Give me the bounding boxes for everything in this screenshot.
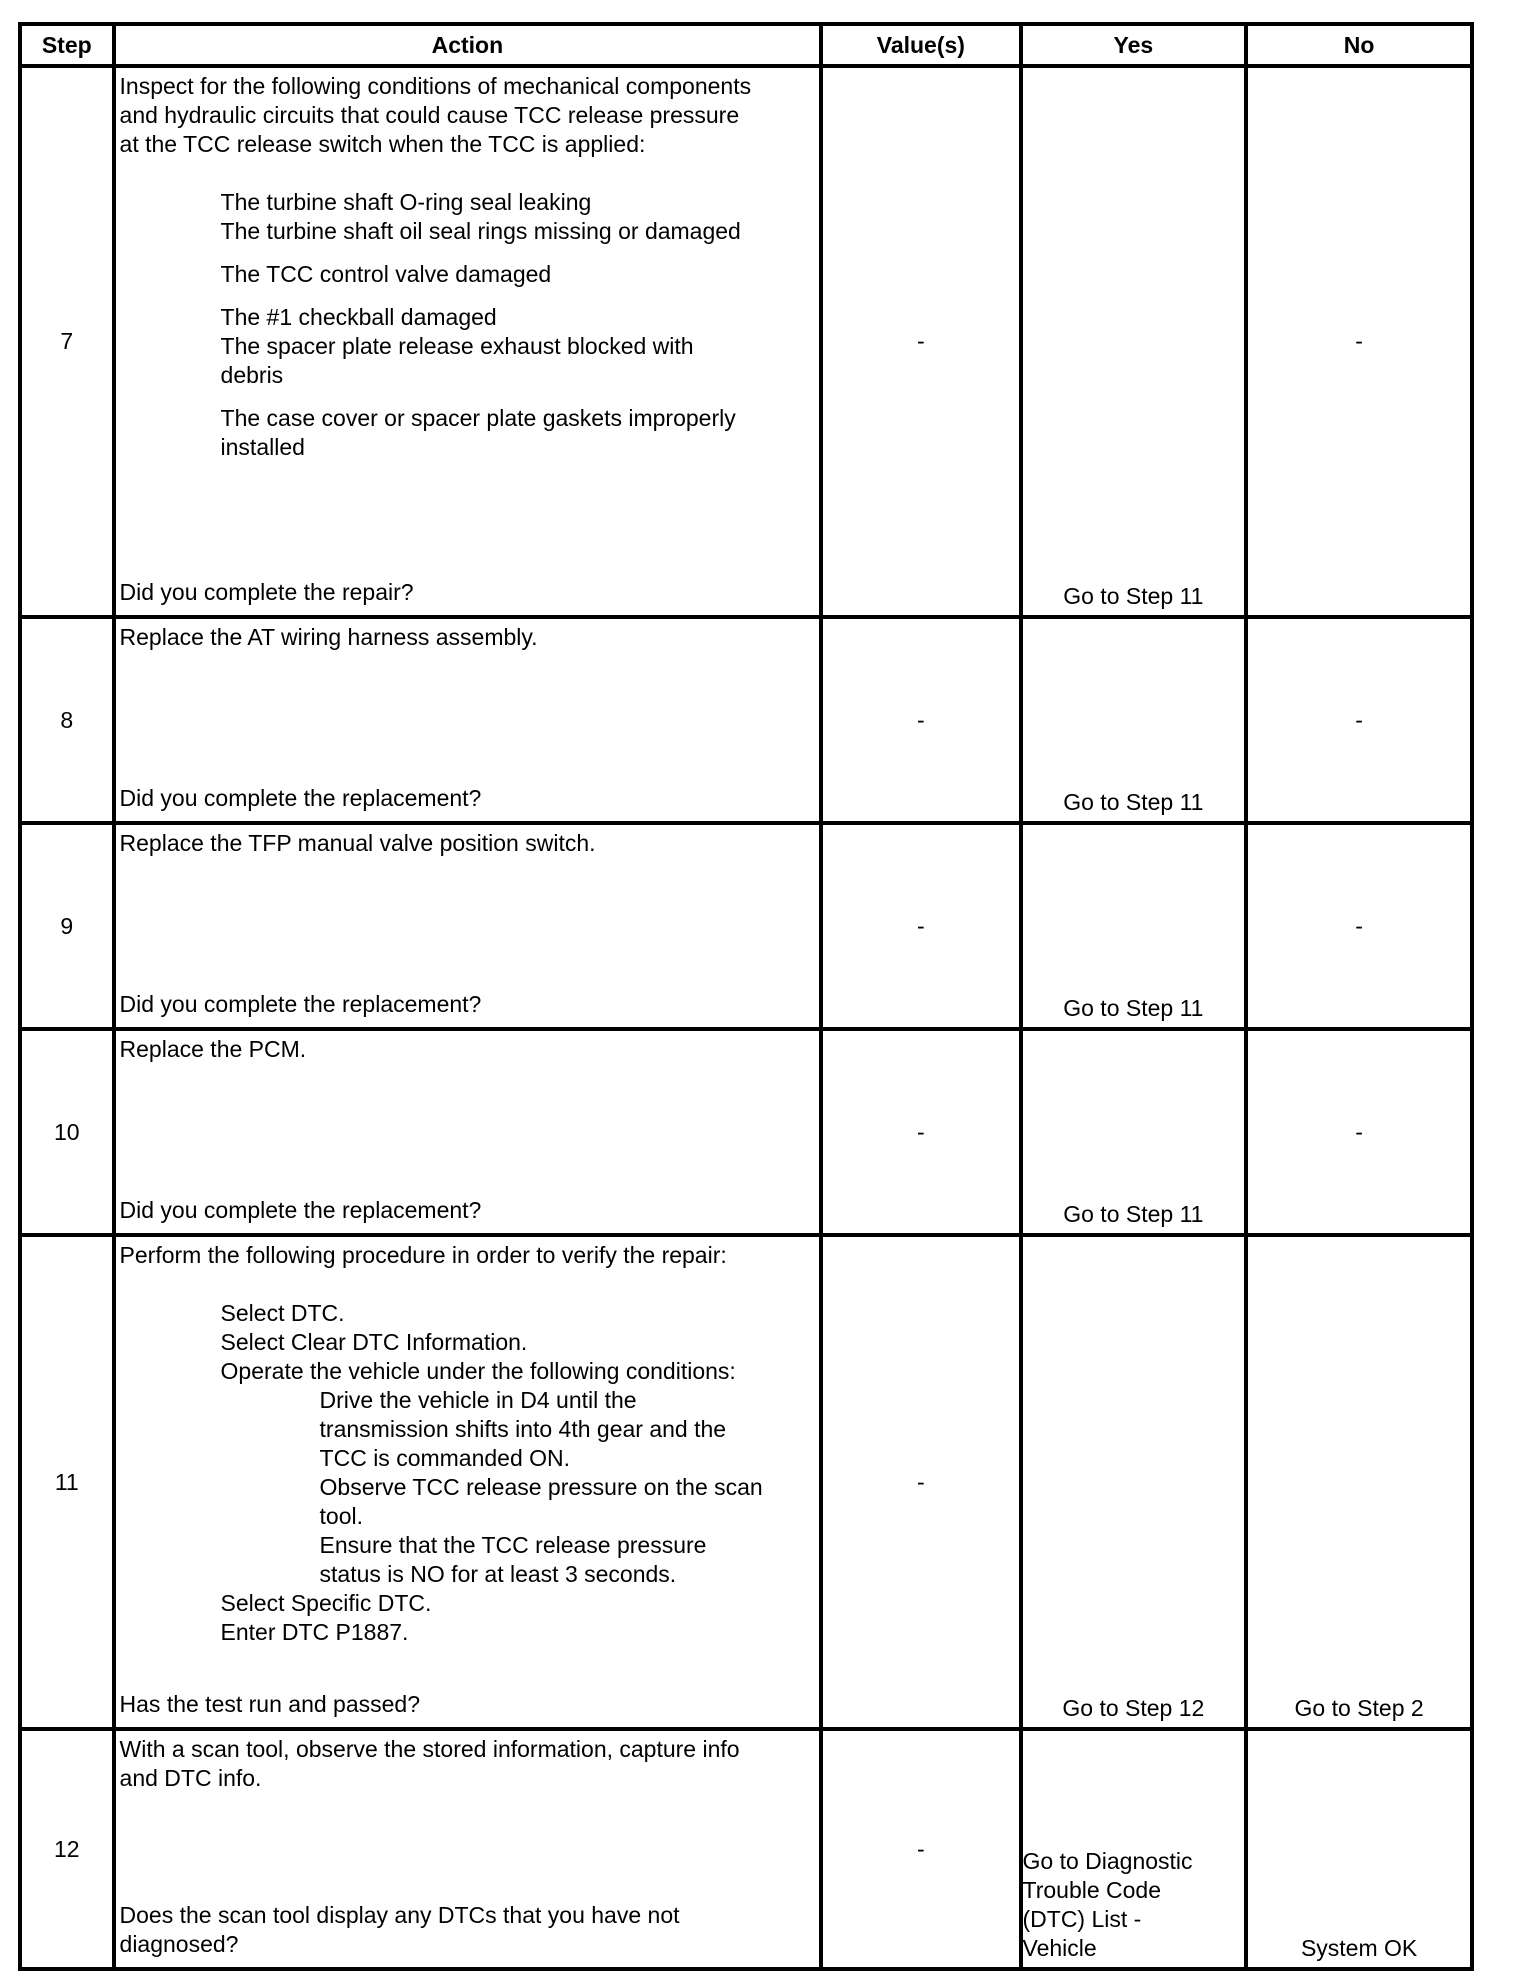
no-cell: - — [1246, 66, 1472, 617]
yes-cell — [1021, 1729, 1247, 1969]
action-text: at the TCC release switch when the TCC is applied: — [119, 131, 646, 157]
action-cell — [114, 1235, 822, 1729]
value-cell: - — [821, 66, 1020, 617]
yes-cell: Go to Step 12 — [1021, 1235, 1247, 1729]
step-number: 12 — [20, 1729, 114, 1969]
action-text: and hydraulic circuits that could cause TCC release pressure — [119, 102, 740, 128]
action-question: Did you complete the replacement? — [119, 1197, 482, 1223]
step-number: 10 — [20, 1029, 114, 1235]
no-cell: System OK — [1246, 1729, 1472, 1969]
yes-line: Vehicle — [1022, 1935, 1097, 1961]
condition-item: The turbine shaft oil seal rings missing or damaged — [220, 218, 741, 244]
condition-item: The #1 checkball damaged — [220, 304, 497, 330]
action-text: and DTC info. — [119, 1765, 262, 1791]
step-number: 9 — [20, 823, 114, 1029]
procedure-subitem: status is NO for at least 3 seconds. — [319, 1561, 677, 1587]
table-row — [20, 823, 1472, 1029]
action-text: Replace the AT wiring harness assembly. — [119, 624, 538, 650]
action-text: With a scan tool, observe the stored information, capture info — [119, 1736, 740, 1762]
step-number: 8 — [20, 617, 114, 823]
value-cell: - — [821, 1235, 1020, 1729]
action-text: Perform the following procedure in order to verify the repair: — [119, 1242, 727, 1268]
yes-cell: Go to Step 11 — [1021, 617, 1247, 823]
procedure-subitem: TCC is commanded ON. — [319, 1445, 571, 1471]
action-cell — [114, 823, 822, 1029]
action-question: Did you complete the replacement? — [119, 785, 482, 811]
table-row — [20, 1029, 1472, 1235]
procedure-subitem: transmission shifts into 4th gear and the — [319, 1416, 727, 1442]
action-cell — [114, 66, 822, 617]
condition-item: The spacer plate release exhaust blocked with — [220, 333, 694, 359]
yes-line: Trouble Code — [1022, 1877, 1162, 1903]
action-cell — [114, 1029, 822, 1235]
action-text: Replace the TFP manual valve position switch. — [119, 830, 596, 856]
procedure-item: Select Specific DTC. — [220, 1590, 432, 1616]
condition-item: installed — [220, 434, 305, 460]
header-values: Value(s) — [821, 24, 1020, 66]
no-cell: - — [1246, 617, 1472, 823]
yes-line: Go to Diagnostic — [1022, 1848, 1193, 1874]
condition-item: The case cover or spacer plate gaskets improperly — [220, 405, 736, 431]
procedure-subitem: tool. — [319, 1503, 364, 1529]
condition-item: The TCC control valve damaged — [220, 261, 552, 287]
procedure-item: Select DTC. — [220, 1300, 345, 1326]
table-row — [20, 1235, 1472, 1729]
diagnostic-table — [18, 22, 1474, 1971]
header-no: No — [1246, 24, 1472, 66]
action-text: Inspect for the following conditions of mechanical components — [119, 73, 752, 99]
no-cell: Go to Step 2 — [1246, 1235, 1472, 1729]
header-step: Step — [20, 24, 114, 66]
value-cell: - — [821, 1029, 1020, 1235]
action-question: Did you complete the repair? — [119, 579, 414, 605]
value-cell: - — [821, 823, 1020, 1029]
action-question: diagnosed? — [119, 1931, 239, 1957]
header-row — [20, 24, 1472, 66]
yes-cell: Go to Step 11 — [1021, 823, 1247, 1029]
value-cell: - — [821, 1729, 1020, 1969]
yes-cell: Go to Step 11 — [1021, 66, 1247, 617]
action-text: Replace the PCM. — [119, 1036, 307, 1062]
table-row — [20, 66, 1472, 617]
value-cell: - — [821, 617, 1020, 823]
action-question: Has the test run and passed? — [119, 1691, 421, 1717]
action-question: Did you complete the replacement? — [119, 991, 482, 1017]
header-action: Action — [114, 24, 822, 66]
procedure-subitem: Ensure that the TCC release pressure — [319, 1532, 707, 1558]
no-cell: - — [1246, 823, 1472, 1029]
procedure-item: Enter DTC P1887. — [220, 1619, 409, 1645]
table-row — [20, 617, 1472, 823]
step-number: 11 — [20, 1235, 114, 1729]
no-cell: - — [1246, 1029, 1472, 1235]
action-question: Does the scan tool display any DTCs that you have not — [119, 1902, 680, 1928]
step-number: 7 — [20, 66, 114, 617]
header-yes: Yes — [1021, 24, 1247, 66]
procedure-item: Select Clear DTC Information. — [220, 1329, 528, 1355]
procedure-item: Operate the vehicle under the following conditions: — [220, 1358, 736, 1384]
yes-cell: Go to Step 11 — [1021, 1029, 1247, 1235]
yes-line: (DTC) List - — [1022, 1906, 1142, 1932]
condition-item: debris — [220, 362, 284, 388]
table-row — [20, 1729, 1472, 1969]
procedure-subitem: Observe TCC release pressure on the scan — [319, 1474, 763, 1500]
procedure-subitem: Drive the vehicle in D4 until the — [319, 1387, 637, 1413]
action-cell — [114, 1729, 822, 1969]
condition-item: The turbine shaft O-ring seal leaking — [220, 189, 592, 215]
action-cell — [114, 617, 822, 823]
